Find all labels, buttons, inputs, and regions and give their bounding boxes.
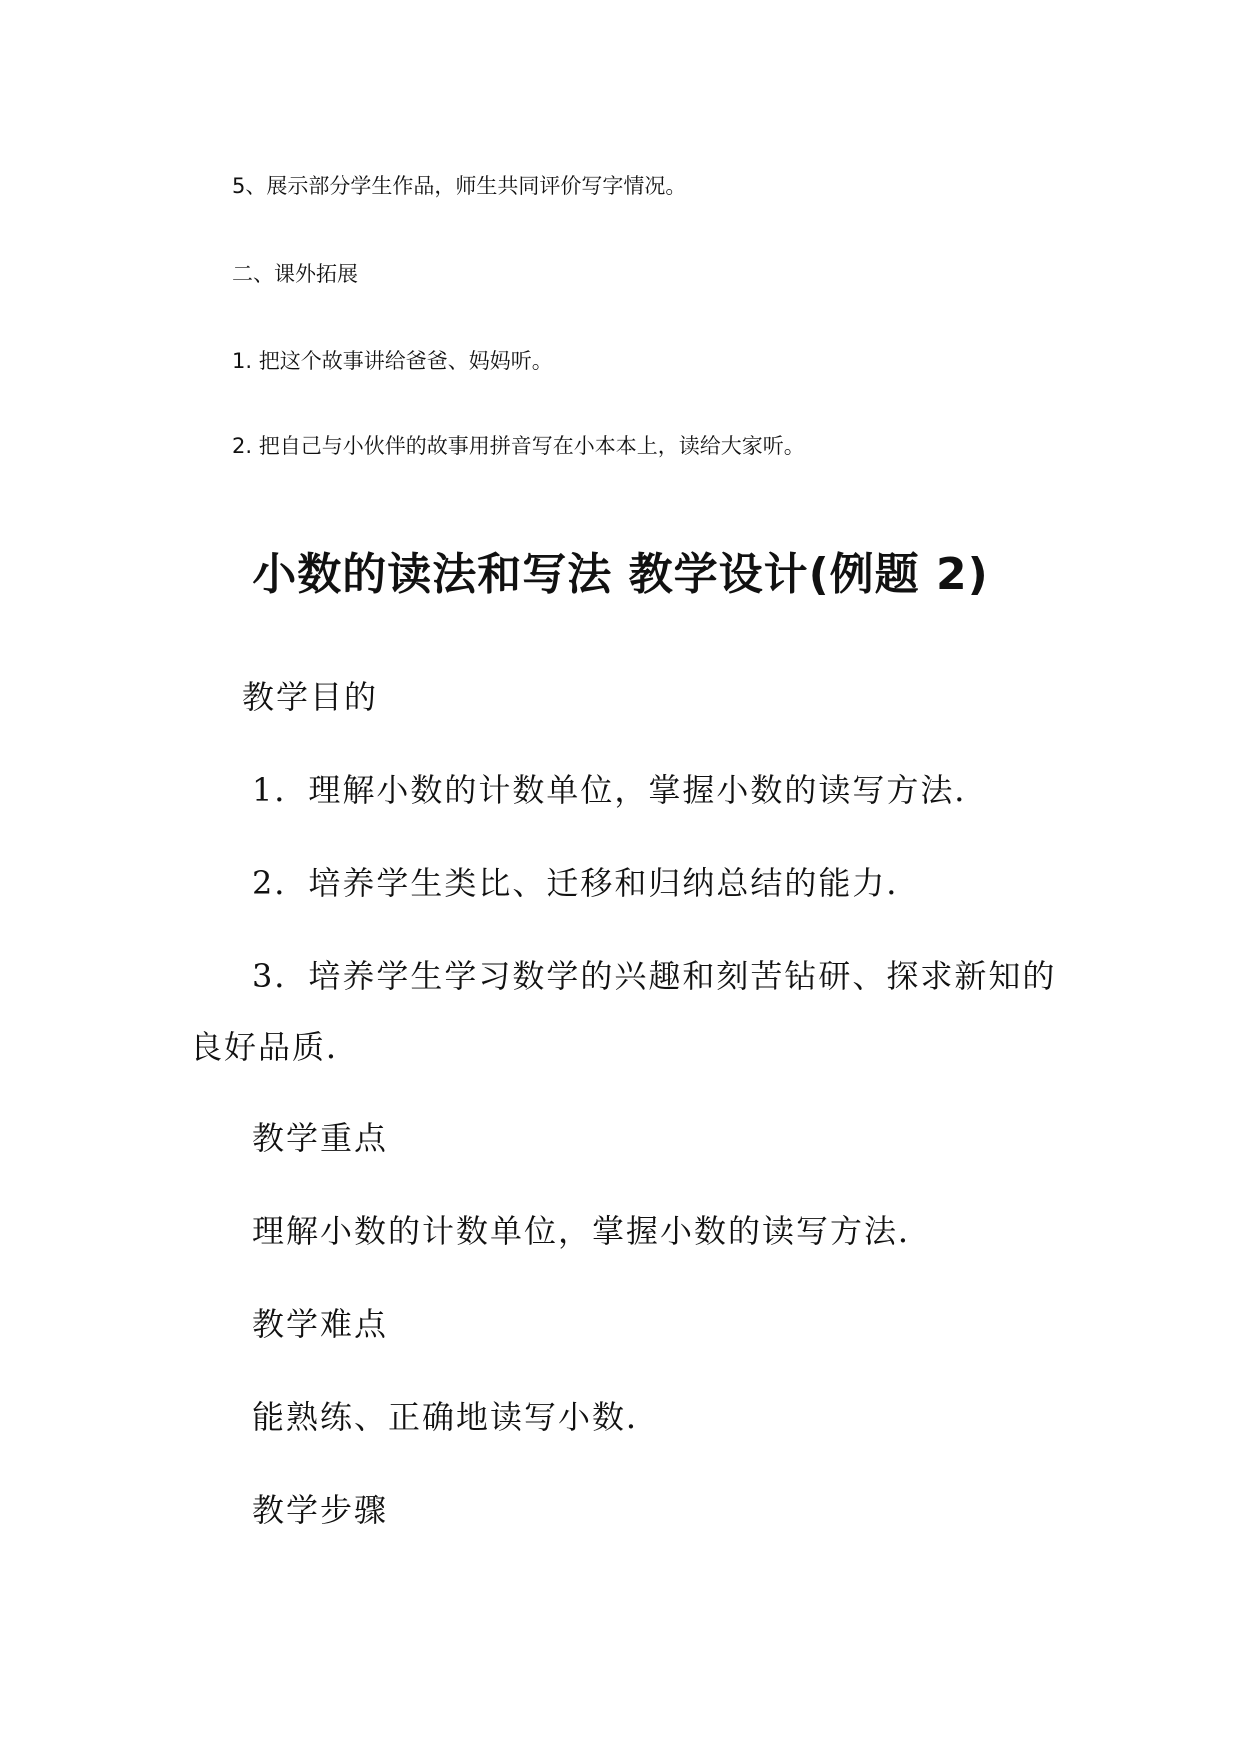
objectives-heading: 教学目的 — [242, 678, 379, 716]
extension-item-1: 1. 把这个故事讲给爸爸、妈妈听。 — [232, 349, 553, 373]
objective-1: 1．理解小数的计数单位，掌握小数的读写方法． — [252, 771, 989, 809]
difficulty-heading: 教学难点 — [252, 1305, 389, 1343]
difficulty-text: 能熟练、正确地读写小数． — [252, 1398, 661, 1436]
extension-heading: 二、课外拓展 — [232, 262, 358, 286]
step-5-text: 5、展示部分学生作品，师生共同评价写字情况。 — [232, 174, 687, 198]
key-point-heading: 教学重点 — [252, 1119, 389, 1157]
objective-2: 2．培养学生类比、迁移和归纳总结的能力． — [252, 864, 921, 902]
steps-heading: 教学步骤 — [252, 1491, 389, 1529]
objective-3-line-1: 3．培养学生学习数学的兴趣和刻苦钻研、探求新知的 — [252, 957, 1057, 995]
key-point-text: 理解小数的计数单位，掌握小数的读写方法． — [252, 1212, 933, 1250]
extension-item-2: 2. 把自己与小伙伴的故事用拼音写在小本本上，读给大家听。 — [232, 434, 805, 458]
objective-3-line-2: 良好品质． — [190, 1028, 361, 1066]
lesson-title: 小数的读法和写法 教学设计(例题 2) — [252, 549, 989, 600]
